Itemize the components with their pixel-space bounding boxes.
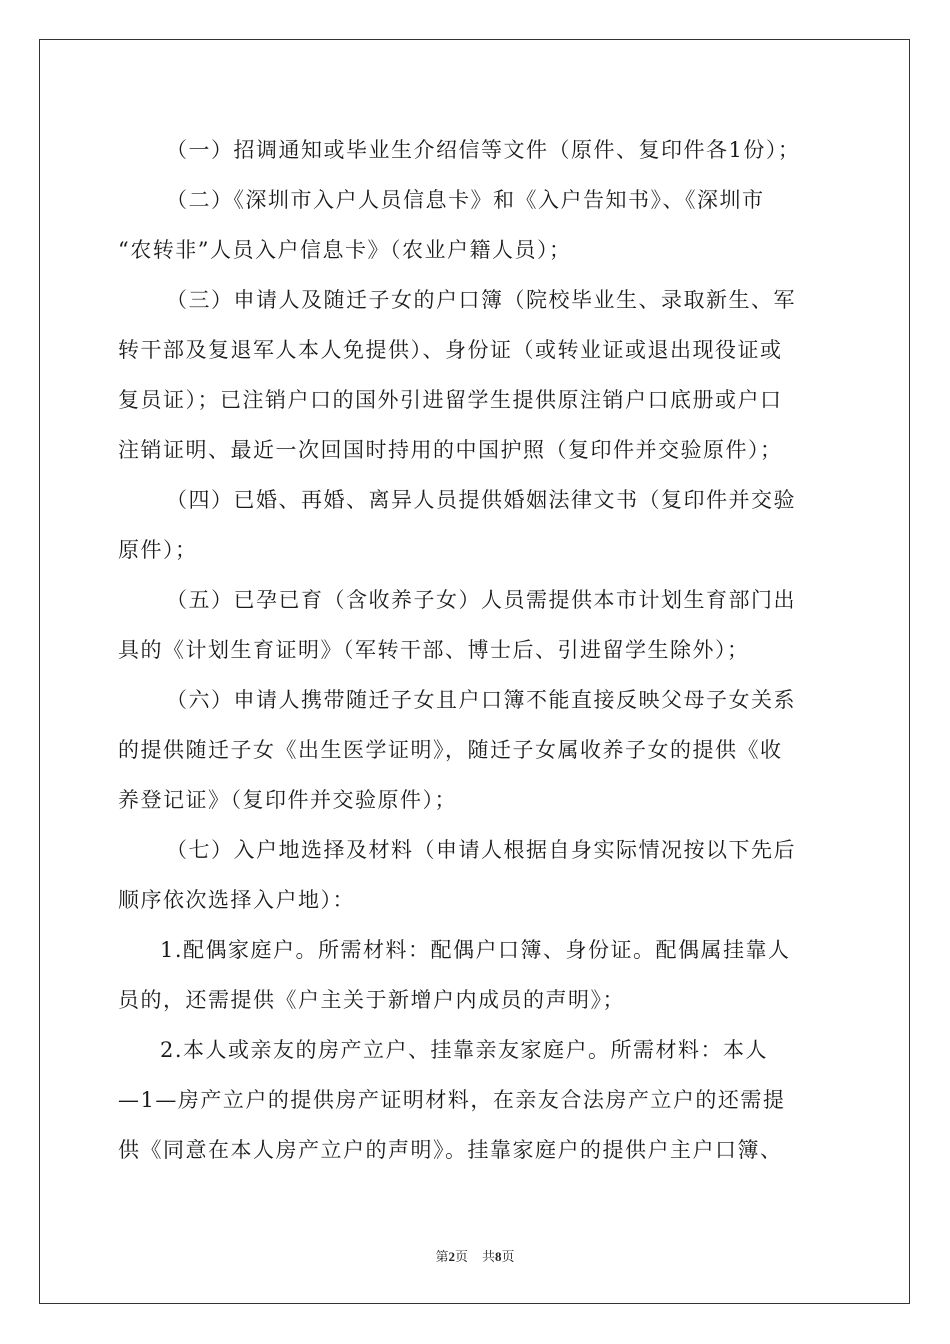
- paragraph-line: （七）入户地选择及材料（申请人根据自身实际情况按以下先后: [166, 838, 796, 862]
- paragraph-line: （五）已孕已育（含收养子女）人员需提供本市计划生育部门出: [166, 588, 796, 612]
- paragraph-line: 转干部及复退军人本人免提供）、身份证（或转业证或退出现役证或: [118, 338, 783, 362]
- document-body: [118, 132, 833, 1182]
- paragraph-line: 原件）；: [118, 538, 198, 562]
- total-pages: 8: [495, 1249, 502, 1264]
- paragraph-line: 复员证）；已注销户口的国外引进留学生提供原注销户口底册或户口: [118, 388, 783, 412]
- paragraph-line: （六）申请人携带随迁子女且户口簿不能直接反映父母子女关系: [166, 688, 796, 712]
- paragraph-line: （一）招调通知或毕业生介绍信等文件（原件、复印件各1份）；: [166, 138, 801, 162]
- paragraph-line: “农转非”人员入户信息卡》（农业户籍人员）；: [118, 238, 572, 262]
- paragraph-line: （四）已婚、再婚、离异人员提供婚姻法律文书（复印件并交验: [166, 488, 796, 512]
- paragraph-line: （二）《深圳市入户人员信息卡》和《入户告知书》、《深圳市: [166, 188, 765, 212]
- total-suffix: 页: [501, 1249, 515, 1264]
- paragraph-line: 供《同意在本人房产立户的声明》。挂靠家庭户的提供户主户口簿、: [118, 1138, 783, 1162]
- page-footer: [0, 1246, 950, 1265]
- paragraph-line: —1—房产立户的提供房产证明材料，在亲友合法房产立户的还需提: [118, 1088, 786, 1112]
- page-suffix: 页: [454, 1249, 468, 1264]
- page-prefix: 第: [435, 1249, 449, 1264]
- paragraph-line: 1.配偶家庭户。所需材料：配偶户口簿、身份证。配偶属挂靠人: [160, 938, 791, 962]
- paragraph-line: （三）申请人及随迁子女的户口簿（院校毕业生、录取新生、军: [166, 288, 796, 312]
- paragraph-line: 2.本人或亲友的房产立户、挂靠亲友家庭户。所需材料：本人: [160, 1038, 769, 1062]
- total-prefix: 共: [482, 1249, 496, 1264]
- paragraph-line: 具的《计划生育证明》（军转干部、博士后、引进留学生除外）；: [118, 638, 750, 662]
- paragraph-line: 的提供随迁子女《出生医学证明》，随迁子女属收养子女的提供《收: [118, 738, 783, 762]
- paragraph-line: 注销证明、最近一次回国时持用的中国护照（复印件并交验原件）；: [118, 438, 783, 462]
- paragraph-line: 顺序依次选择入户地）：: [118, 888, 355, 912]
- page-number: 2: [448, 1249, 455, 1264]
- paragraph-line: 养登记证》（复印件并交验原件）；: [118, 788, 457, 812]
- paragraph-line: 员的，还需提供《户主关于新增户内成员的声明》；: [118, 988, 625, 1012]
